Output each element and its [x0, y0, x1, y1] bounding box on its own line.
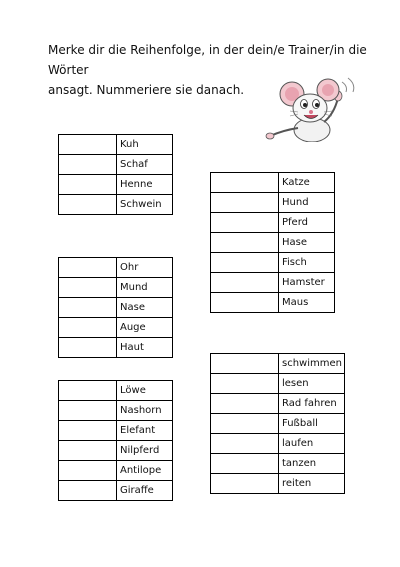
number-field[interactable] — [59, 401, 117, 421]
word-cell: Schwein — [117, 195, 173, 215]
table-row — [59, 338, 173, 358]
number-field[interactable] — [59, 155, 117, 175]
word-cell: Rad fahren — [279, 394, 345, 414]
number-field[interactable] — [59, 298, 117, 318]
word-cell: Mund — [117, 278, 173, 298]
table-row — [59, 298, 173, 318]
table-row — [211, 454, 345, 474]
number-field[interactable] — [59, 278, 117, 298]
word-cell: Giraffe — [117, 481, 173, 501]
word-cell: Auge — [117, 318, 173, 338]
table-row — [59, 381, 173, 401]
table-row — [59, 441, 173, 461]
table-row — [211, 293, 335, 313]
word-cell: Hase — [279, 233, 335, 253]
word-cell: Schaf — [117, 155, 173, 175]
table-row — [211, 173, 335, 193]
table-row — [59, 318, 173, 338]
number-field[interactable] — [211, 434, 279, 454]
number-field[interactable] — [59, 135, 117, 155]
number-field[interactable] — [59, 441, 117, 461]
word-cell: lesen — [279, 374, 345, 394]
word-cell: Fußball — [279, 414, 345, 434]
number-field[interactable] — [59, 461, 117, 481]
word-cell: Hamster — [279, 273, 335, 293]
word-cell: laufen — [279, 434, 345, 454]
number-field[interactable] — [59, 481, 117, 501]
table-row — [59, 481, 173, 501]
word-cell: Löwe — [117, 381, 173, 401]
number-field[interactable] — [211, 253, 279, 273]
word-cell: Henne — [117, 175, 173, 195]
number-field[interactable] — [59, 318, 117, 338]
table-row — [59, 135, 173, 155]
word-cell: Kuh — [117, 135, 173, 155]
word-cell: Elefant — [117, 421, 173, 441]
number-field[interactable] — [211, 173, 279, 193]
word-cell: Katze — [279, 173, 335, 193]
table-row — [59, 401, 173, 421]
number-field[interactable] — [211, 394, 279, 414]
number-field[interactable] — [211, 454, 279, 474]
table-row — [211, 414, 345, 434]
instruction-line-1: Merke dir die Reihenfolge, in der dein/e Trainer/in die Wörter — [48, 43, 367, 77]
table-row — [211, 354, 345, 374]
word-cell: Antilope — [117, 461, 173, 481]
number-field[interactable] — [59, 258, 117, 278]
mouse-mascot-icon — [264, 76, 356, 142]
word-cell: Haut — [117, 338, 173, 358]
word-cell: Nashorn — [117, 401, 173, 421]
word-table-body — [58, 257, 173, 358]
table-row — [211, 233, 335, 253]
table-row — [211, 474, 345, 494]
table-row — [59, 155, 173, 175]
table-row — [211, 374, 345, 394]
number-field[interactable] — [211, 213, 279, 233]
number-field[interactable] — [211, 233, 279, 253]
word-table-farm — [58, 134, 173, 215]
instruction-line-2: ansagt. Nummeriere sie danach. — [48, 83, 245, 97]
table-row — [211, 273, 335, 293]
table-row — [211, 253, 335, 273]
word-cell: Maus — [279, 293, 335, 313]
table-row — [211, 193, 335, 213]
number-field[interactable] — [59, 381, 117, 401]
word-table-pets — [210, 172, 335, 313]
word-cell: tanzen — [279, 454, 345, 474]
word-cell: Nase — [117, 298, 173, 318]
number-field[interactable] — [211, 374, 279, 394]
number-field[interactable] — [211, 193, 279, 213]
number-field[interactable] — [211, 474, 279, 494]
table-row — [211, 394, 345, 414]
number-field[interactable] — [59, 175, 117, 195]
table-row — [211, 434, 345, 454]
table-row — [59, 258, 173, 278]
number-field[interactable] — [211, 273, 279, 293]
word-cell: reiten — [279, 474, 345, 494]
number-field[interactable] — [59, 338, 117, 358]
word-cell: Pferd — [279, 213, 335, 233]
number-field[interactable] — [59, 421, 117, 441]
word-cell: Nilpferd — [117, 441, 173, 461]
number-field[interactable] — [211, 354, 279, 374]
word-table-activities — [210, 353, 345, 494]
table-row — [59, 278, 173, 298]
number-field[interactable] — [211, 414, 279, 434]
word-cell: Fisch — [279, 253, 335, 273]
word-table-zoo — [58, 380, 173, 501]
table-row — [59, 195, 173, 215]
number-field[interactable] — [211, 293, 279, 313]
table-row — [211, 213, 335, 233]
table-row — [59, 461, 173, 481]
number-field[interactable] — [59, 195, 117, 215]
table-row — [59, 421, 173, 441]
table-row — [59, 175, 173, 195]
word-cell: Hund — [279, 193, 335, 213]
word-cell: Ohr — [117, 258, 173, 278]
word-cell: schwimmen — [279, 354, 345, 374]
